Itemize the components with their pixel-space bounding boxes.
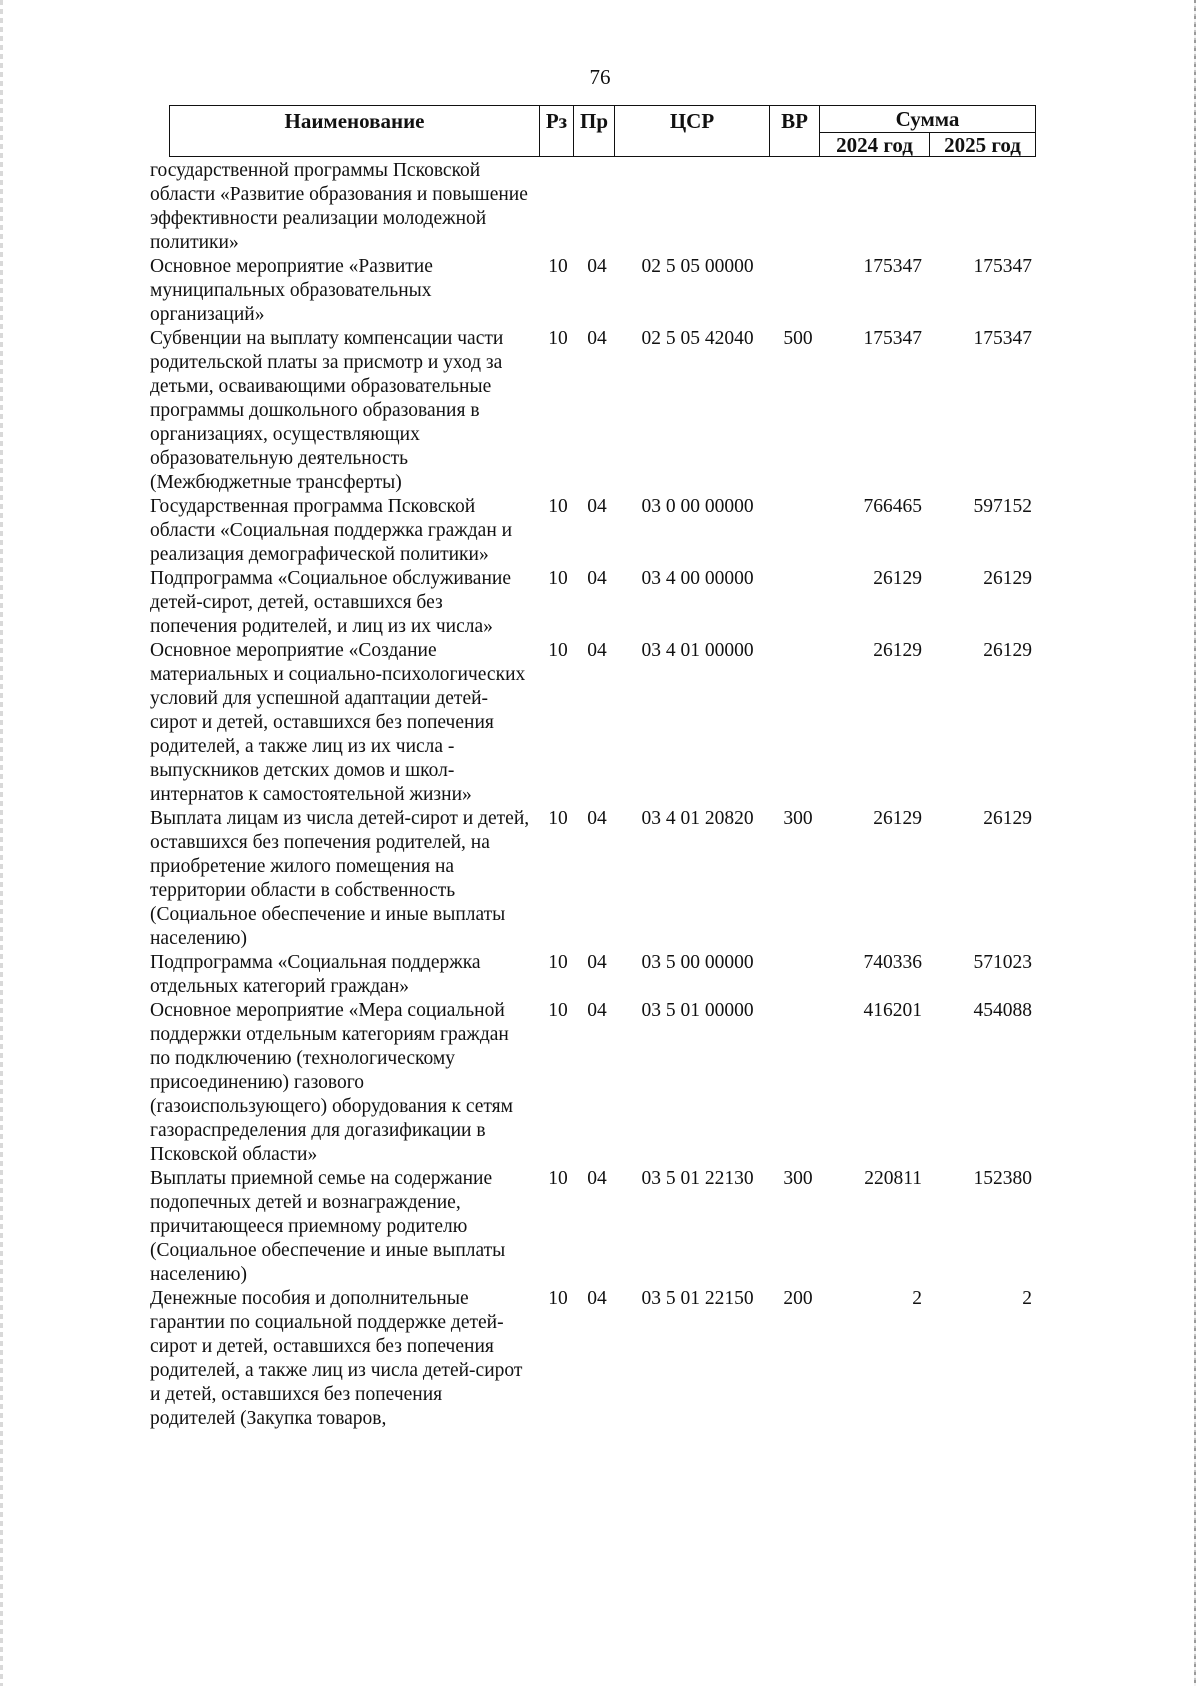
table-row	[0, 495, 1200, 567]
row-sum-2024: 26129	[873, 640, 922, 661]
row-sum-2024: 2	[912, 1288, 922, 1309]
row-pr: 04	[587, 808, 607, 829]
row-pr: 04	[587, 256, 607, 277]
row-sum-2025: 152380	[973, 1168, 1032, 1189]
table-row	[0, 159, 1200, 255]
header-year-2024: 2024 год	[820, 133, 930, 157]
row-rz: 10	[548, 808, 568, 829]
row-name: Субвенции на выплату компенсации части родительской платы за присмотр и уход за детьми, осваивающими образовательные программы дошкольного образования в организациях, осуществляющих образовательную деятельность (Межбюджетные трансферты)	[150, 328, 504, 493]
row-sum-2025: 2	[1022, 1288, 1032, 1309]
table-row	[0, 327, 1200, 495]
row-pr: 04	[587, 952, 607, 973]
table-row	[0, 1287, 1200, 1431]
table-row	[0, 999, 1200, 1167]
row-vr: 300	[783, 1168, 813, 1189]
row-rz: 10	[548, 1288, 568, 1309]
header-year-2025: 2025 год	[930, 133, 1036, 157]
row-vr: 200	[783, 1288, 813, 1309]
table-row	[0, 807, 1200, 951]
row-sum-2025: 26129	[983, 640, 1032, 661]
row-rz: 10	[548, 1000, 568, 1021]
row-rz: 10	[548, 568, 568, 589]
row-name: Государственная программа Псковской области «Социальная поддержка граждан и реализация демографической политики»	[150, 496, 513, 565]
table-row	[0, 639, 1200, 807]
row-sum-2024: 220811	[864, 1168, 922, 1189]
table-row	[0, 951, 1200, 999]
row-csr: 03 4 01 00000	[641, 640, 754, 661]
row-csr: 03 5 00 00000	[641, 952, 754, 973]
header-sum: Сумма	[820, 105, 1036, 133]
header-vr: ВР	[770, 105, 820, 157]
row-sum-2024: 766465	[863, 496, 922, 517]
header-name: Наименование	[169, 105, 540, 157]
row-name: Основное мероприятие «Мера социальной поддержки отдельным категориям граждан по подключению (технологическому присоединению) газового (газоиспользующего) оборудования к сетям газораспределения для догазификации в Псковской области»	[150, 1000, 513, 1165]
table-header	[169, 105, 1036, 157]
row-sum-2025: 26129	[983, 568, 1032, 589]
row-pr: 04	[587, 496, 607, 517]
row-name: Подпрограмма «Социальная поддержка отдельных категорий граждан»	[150, 952, 481, 997]
row-name: государственной программы Псковской области «Развитие образования и повышение эффективности реализации молодежной политики»	[150, 160, 528, 253]
row-name: Выплаты приемной семье на содержание подопечных детей и вознаграждение, причитающееся приемному родителю (Социальное обеспечение и иные выплаты населению)	[150, 1168, 506, 1285]
row-rz: 10	[548, 640, 568, 661]
header-csr: ЦСР	[615, 105, 770, 157]
header-rz: Рз	[540, 105, 574, 157]
row-rz: 10	[548, 1168, 568, 1189]
row-csr: 03 5 01 22150	[641, 1288, 754, 1309]
row-sum-2024: 26129	[873, 808, 922, 829]
row-csr: 02 5 05 42040	[641, 328, 754, 349]
row-name: Основное мероприятие «Создание материальных и социально-психологических условий для успешной адаптации детей-сирот и детей, оставшихся без попечения родителей, а также лиц из их числа - выпускников детских домов и школ-интернатов к самостоятельной жизни»	[150, 640, 526, 805]
row-csr: 03 4 01 20820	[641, 808, 754, 829]
row-csr: 03 0 00 00000	[641, 496, 754, 517]
table-row	[0, 567, 1200, 639]
row-vr: 500	[783, 328, 813, 349]
row-name: Денежные пособия и дополнительные гарантии по социальной поддержке детей-сирот и детей, оставшихся без попечения родителей, а также лиц из числа детей-сирот и детей, оставшихся без попечения родителей (Закупка товаров,	[150, 1288, 523, 1429]
row-name: Основное мероприятие «Развитие муниципальных образовательных организаций»	[150, 256, 433, 325]
row-sum-2025: 454088	[973, 1000, 1032, 1021]
row-sum-2025: 175347	[973, 256, 1032, 277]
row-sum-2024: 175347	[863, 256, 922, 277]
row-pr: 04	[587, 1288, 607, 1309]
page-number: 76	[589, 65, 611, 89]
table-body	[0, 159, 1200, 1431]
row-rz: 10	[548, 952, 568, 973]
row-csr: 02 5 05 00000	[641, 256, 754, 277]
table-row	[0, 255, 1200, 327]
row-rz: 10	[548, 256, 568, 277]
row-vr: 300	[783, 808, 813, 829]
row-csr: 03 4 00 00000	[641, 568, 754, 589]
row-name: Выплата лицам из числа детей-сирот и детей, оставшихся без попечения родителей, на приобретение жилого помещения на территории области в собственность (Социальное обеспечение и иные выплаты населению)	[150, 808, 530, 949]
row-sum-2024: 740336	[863, 952, 922, 973]
row-pr: 04	[587, 640, 607, 661]
row-rz: 10	[548, 328, 568, 349]
row-pr: 04	[587, 1000, 607, 1021]
row-sum-2025: 26129	[983, 808, 1032, 829]
row-sum-2025: 175347	[973, 328, 1032, 349]
row-csr: 03 5 01 00000	[641, 1000, 754, 1021]
row-sum-2024: 26129	[873, 568, 922, 589]
table-row	[0, 1167, 1200, 1287]
row-csr: 03 5 01 22130	[641, 1168, 754, 1189]
row-sum-2024: 416201	[863, 1000, 922, 1021]
row-name: Подпрограмма «Социальное обслуживание детей-сирот, детей, оставшихся без попечения родителей, и лиц из их числа»	[150, 568, 511, 637]
row-pr: 04	[587, 328, 607, 349]
row-pr: 04	[587, 1168, 607, 1189]
row-rz: 10	[548, 496, 568, 517]
row-sum-2024: 175347	[863, 328, 922, 349]
row-sum-2025: 597152	[973, 496, 1032, 517]
header-pr: Пр	[574, 105, 615, 157]
row-sum-2025: 571023	[973, 952, 1032, 973]
row-pr: 04	[587, 568, 607, 589]
